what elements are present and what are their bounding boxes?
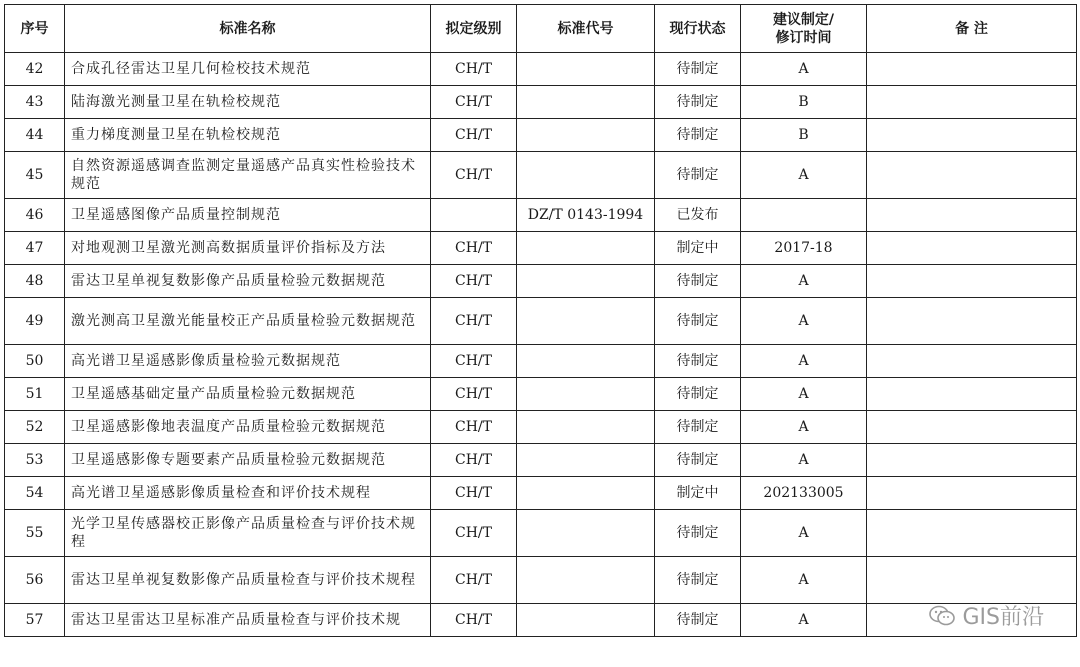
cell-code — [517, 378, 655, 411]
cell-seq: 54 — [5, 477, 65, 510]
cell-status: 待制定 — [655, 378, 741, 411]
cell-name: 陆海激光测量卫星在轨检校规范 — [65, 86, 431, 119]
cell-level: CH/T — [431, 53, 517, 86]
cell-seq: 47 — [5, 232, 65, 265]
cell-time: A — [741, 152, 867, 199]
cell-note — [867, 199, 1077, 232]
header-level: 拟定级别 — [431, 5, 517, 53]
cell-time: B — [741, 119, 867, 152]
cell-time: A — [741, 345, 867, 378]
cell-seq: 52 — [5, 411, 65, 444]
cell-time: A — [741, 411, 867, 444]
cell-code — [517, 86, 655, 119]
table-row — [5, 86, 1077, 119]
cell-time: 202133005 — [741, 477, 867, 510]
table-row — [5, 411, 1077, 444]
cell-status: 待制定 — [655, 86, 741, 119]
cell-code — [517, 345, 655, 378]
header-row — [5, 5, 1077, 53]
cell-level: CH/T — [431, 604, 517, 637]
header-time — [741, 5, 867, 53]
cell-name: 光学卫星传感器校正影像产品质量检查与评价技术规程 — [65, 510, 431, 557]
cell-level: CH/T — [431, 86, 517, 119]
cell-level: CH/T — [431, 557, 517, 604]
table-row — [5, 265, 1077, 298]
cell-note — [867, 265, 1077, 298]
cell-note — [867, 86, 1077, 119]
cell-status: 已发布 — [655, 199, 741, 232]
cell-level: CH/T — [431, 510, 517, 557]
cell-note — [867, 298, 1077, 345]
table-row — [5, 119, 1077, 152]
header-seq: 序号 — [5, 5, 65, 53]
cell-name: 雷达卫星单视复数影像产品质量检验元数据规范 — [65, 265, 431, 298]
cell-name: 自然资源遥感调查监测定量遥感产品真实性检验技术规范 — [65, 152, 431, 199]
table-row — [5, 298, 1077, 345]
watermark-text: GIS前沿 — [962, 605, 1044, 630]
table-row — [5, 232, 1077, 265]
cell-name: 卫星遥感基础定量产品质量检验元数据规范 — [65, 378, 431, 411]
cell-status: 待制定 — [655, 604, 741, 637]
cell-level: CH/T — [431, 152, 517, 199]
cell-code — [517, 265, 655, 298]
cell-code — [517, 411, 655, 444]
cell-name: 雷达卫星雷达卫星标准产品质量检查与评价技术规 — [65, 604, 431, 637]
table-row — [5, 477, 1077, 510]
cell-note — [867, 345, 1077, 378]
cell-time: A — [741, 444, 867, 477]
cell-status: 待制定 — [655, 152, 741, 199]
cell-name: 重力梯度测量卫星在轨检校规范 — [65, 119, 431, 152]
cell-time: A — [741, 298, 867, 345]
cell-name: 合成孔径雷达卫星几何检校技术规范 — [65, 53, 431, 86]
cell-time: A — [741, 53, 867, 86]
cell-seq: 45 — [5, 152, 65, 199]
cell-name: 对地观测卫星激光测高数据质量评价指标及方法 — [65, 232, 431, 265]
wechat-icon — [928, 604, 956, 628]
cell-name: 雷达卫星单视复数影像产品质量检查与评价技术规程 — [65, 557, 431, 604]
cell-status: 待制定 — [655, 119, 741, 152]
table-body — [5, 53, 1077, 637]
cell-level: CH/T — [431, 345, 517, 378]
cell-status: 制定中 — [655, 232, 741, 265]
cell-status: 待制定 — [655, 510, 741, 557]
cell-status: 待制定 — [655, 53, 741, 86]
cell-level — [431, 199, 517, 232]
standards-table — [4, 4, 1077, 637]
cell-status: 待制定 — [655, 411, 741, 444]
cell-code: DZ/T 0143-1994 — [517, 199, 655, 232]
cell-level: CH/T — [431, 411, 517, 444]
header-name: 标准名称 — [65, 5, 431, 53]
cell-status: 待制定 — [655, 444, 741, 477]
cell-name: 卫星遥感图像产品质量控制规范 — [65, 199, 431, 232]
cell-level: CH/T — [431, 265, 517, 298]
cell-time: A — [741, 557, 867, 604]
table-row — [5, 510, 1077, 557]
cell-note — [867, 152, 1077, 199]
cell-note — [867, 411, 1077, 444]
cell-note — [867, 53, 1077, 86]
cell-level: CH/T — [431, 232, 517, 265]
cell-seq: 55 — [5, 510, 65, 557]
cell-name: 高光谱卫星遥感影像质量检验元数据规范 — [65, 345, 431, 378]
header-note: 备 注 — [867, 5, 1077, 53]
cell-code — [517, 477, 655, 510]
cell-level: CH/T — [431, 444, 517, 477]
table-row — [5, 345, 1077, 378]
table-row — [5, 604, 1077, 637]
cell-time — [741, 199, 867, 232]
cell-time: A — [741, 604, 867, 637]
cell-level: CH/T — [431, 298, 517, 345]
cell-level: CH/T — [431, 119, 517, 152]
cell-code — [517, 152, 655, 199]
cell-code — [517, 604, 655, 637]
table-row — [5, 199, 1077, 232]
cell-seq: 56 — [5, 557, 65, 604]
cell-note — [867, 557, 1077, 604]
cell-name: 卫星遥感影像专题要素产品质量检验元数据规范 — [65, 444, 431, 477]
cell-note — [867, 477, 1077, 510]
watermark — [928, 600, 1044, 631]
cell-level: CH/T — [431, 477, 517, 510]
cell-time: 2017-18 — [741, 232, 867, 265]
cell-note — [867, 119, 1077, 152]
cell-seq: 50 — [5, 345, 65, 378]
cell-status: 制定中 — [655, 477, 741, 510]
header-time-line1: 建议制定/ — [772, 11, 835, 28]
cell-seq: 48 — [5, 265, 65, 298]
table-row — [5, 378, 1077, 411]
cell-time: A — [741, 510, 867, 557]
cell-seq: 43 — [5, 86, 65, 119]
table-row — [5, 557, 1077, 604]
cell-note — [867, 510, 1077, 557]
cell-status: 待制定 — [655, 557, 741, 604]
cell-code — [517, 53, 655, 86]
cell-code — [517, 119, 655, 152]
cell-seq: 49 — [5, 298, 65, 345]
table-row — [5, 152, 1077, 199]
cell-note — [867, 444, 1077, 477]
cell-name: 卫星遥感影像地表温度产品质量检验元数据规范 — [65, 411, 431, 444]
cell-note — [867, 232, 1077, 265]
cell-name: 激光测高卫星激光能量校正产品质量检验元数据规范 — [65, 298, 431, 345]
cell-seq: 51 — [5, 378, 65, 411]
cell-seq: 42 — [5, 53, 65, 86]
cell-time: A — [741, 378, 867, 411]
cell-name: 高光谱卫星遥感影像质量检查和评价技术规程 — [65, 477, 431, 510]
header-time-line2: 修订时间 — [775, 29, 832, 46]
cell-code — [517, 232, 655, 265]
cell-level: CH/T — [431, 378, 517, 411]
table-row — [5, 444, 1077, 477]
cell-note — [867, 378, 1077, 411]
cell-code — [517, 298, 655, 345]
cell-seq: 44 — [5, 119, 65, 152]
cell-code — [517, 557, 655, 604]
cell-seq: 57 — [5, 604, 65, 637]
table-row — [5, 53, 1077, 86]
cell-code — [517, 444, 655, 477]
cell-time: A — [741, 265, 867, 298]
cell-status: 待制定 — [655, 345, 741, 378]
cell-status: 待制定 — [655, 298, 741, 345]
cell-code — [517, 510, 655, 557]
cell-seq: 53 — [5, 444, 65, 477]
header-status: 现行状态 — [655, 5, 741, 53]
cell-status: 待制定 — [655, 265, 741, 298]
header-code: 标准代号 — [517, 5, 655, 53]
cell-time: B — [741, 86, 867, 119]
cell-seq: 46 — [5, 199, 65, 232]
